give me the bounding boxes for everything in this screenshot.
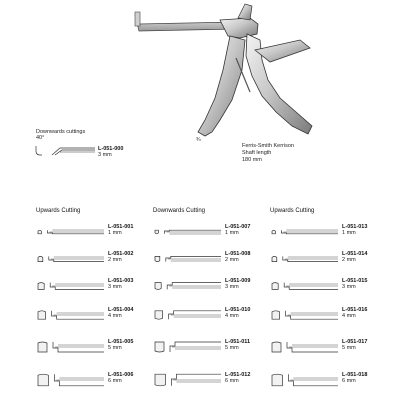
tip-illustration — [36, 276, 106, 296]
item-size: 2 mm — [225, 257, 239, 263]
item-code: L-051-003 — [108, 278, 134, 284]
item-size: 5 mm — [225, 345, 239, 351]
instrument-item — [36, 337, 156, 357]
tip-illustration — [153, 222, 223, 242]
tip-illustration — [270, 305, 340, 325]
item-code: L-051-013 — [342, 224, 368, 230]
instrument-item — [270, 222, 390, 242]
instrument-item — [36, 276, 156, 296]
tip-illustration — [153, 276, 223, 296]
item-code: L-051-014 — [342, 251, 368, 257]
instrument-item — [153, 337, 273, 357]
item-code: L-051-006 — [108, 372, 134, 378]
instrument-item — [270, 276, 390, 296]
tip-illustration — [36, 249, 106, 269]
item-size: 3 mm — [108, 284, 122, 290]
instrument-item — [36, 370, 156, 390]
featured-code: L-051-000 — [98, 146, 124, 152]
item-size: 4 mm — [225, 313, 239, 319]
tip-illustration — [36, 370, 106, 390]
instrument-item — [270, 370, 390, 390]
instrument-item — [153, 305, 273, 325]
item-code: L-051-001 — [108, 224, 134, 230]
featured-heading: Downwards cuttings — [36, 129, 86, 135]
instrument-name: Ferris-Smith Kerrison — [242, 143, 294, 149]
item-size: 4 mm — [108, 313, 122, 319]
item-code: L-051-017 — [342, 339, 368, 345]
item-size: 3 mm — [342, 284, 356, 290]
tip-illustration — [36, 222, 106, 242]
item-size: 2 mm — [108, 257, 122, 263]
item-code: L-051-018 — [342, 372, 368, 378]
item-size: 2 mm — [342, 257, 356, 263]
instrument-item — [153, 249, 273, 269]
instrument-item — [153, 370, 273, 390]
tip-illustration — [153, 337, 223, 357]
tip-illustration — [270, 222, 340, 242]
item-code: L-051-007 — [225, 224, 251, 230]
instrument-item — [153, 222, 273, 242]
tip-illustration — [153, 370, 223, 390]
item-code: L-051-010 — [225, 307, 251, 313]
instrument-item — [270, 249, 390, 269]
item-code: L-051-004 — [108, 307, 134, 313]
instrument-item — [270, 305, 390, 325]
tip-illustration — [270, 337, 340, 357]
item-code: L-051-011 — [225, 339, 251, 345]
instrument-item — [36, 222, 156, 242]
tip-illustration — [153, 305, 223, 325]
item-size: 1 mm — [342, 230, 356, 236]
item-code: L-051-008 — [225, 251, 251, 257]
item-size: 5 mm — [108, 345, 122, 351]
item-size: 5 mm — [342, 345, 356, 351]
item-size: 6 mm — [342, 378, 356, 384]
item-code: L-051-012 — [225, 372, 251, 378]
tip-illustration — [36, 305, 106, 325]
column-heading-2: Downwards Cutting — [153, 208, 206, 214]
item-code: L-051-005 — [108, 339, 134, 345]
instrument-item — [36, 249, 156, 269]
item-size: 1 mm — [108, 230, 122, 236]
tip-illustration — [270, 276, 340, 296]
tip-illustration — [270, 370, 340, 390]
scale-mark: ¾ — [196, 137, 201, 143]
item-code: L-051-009 — [225, 278, 251, 284]
item-size: 6 mm — [108, 378, 122, 384]
column-heading-3: Upwards Cutting — [270, 208, 315, 214]
instrument-item — [36, 305, 156, 325]
featured-angle: 40° — [36, 135, 45, 141]
item-code: L-051-002 — [108, 251, 134, 257]
column-heading-1: Upwards Cutting — [36, 208, 81, 214]
tip-illustration — [153, 249, 223, 269]
shaft-length-value: 180 mm — [242, 157, 262, 163]
item-code: L-051-015 — [342, 278, 368, 284]
instrument-item — [270, 337, 390, 357]
item-size: 6 mm — [225, 378, 239, 384]
tip-illustration — [36, 337, 106, 357]
item-size: 3 mm — [225, 284, 239, 290]
instrument-item — [153, 276, 273, 296]
shaft-length-label: Shaft length — [242, 150, 272, 156]
item-size: 4 mm — [342, 313, 356, 319]
item-size: 1 mm — [225, 230, 239, 236]
item-code: L-051-016 — [342, 307, 368, 313]
tip-illustration — [270, 249, 340, 269]
featured-size: 3 mm — [98, 152, 112, 158]
